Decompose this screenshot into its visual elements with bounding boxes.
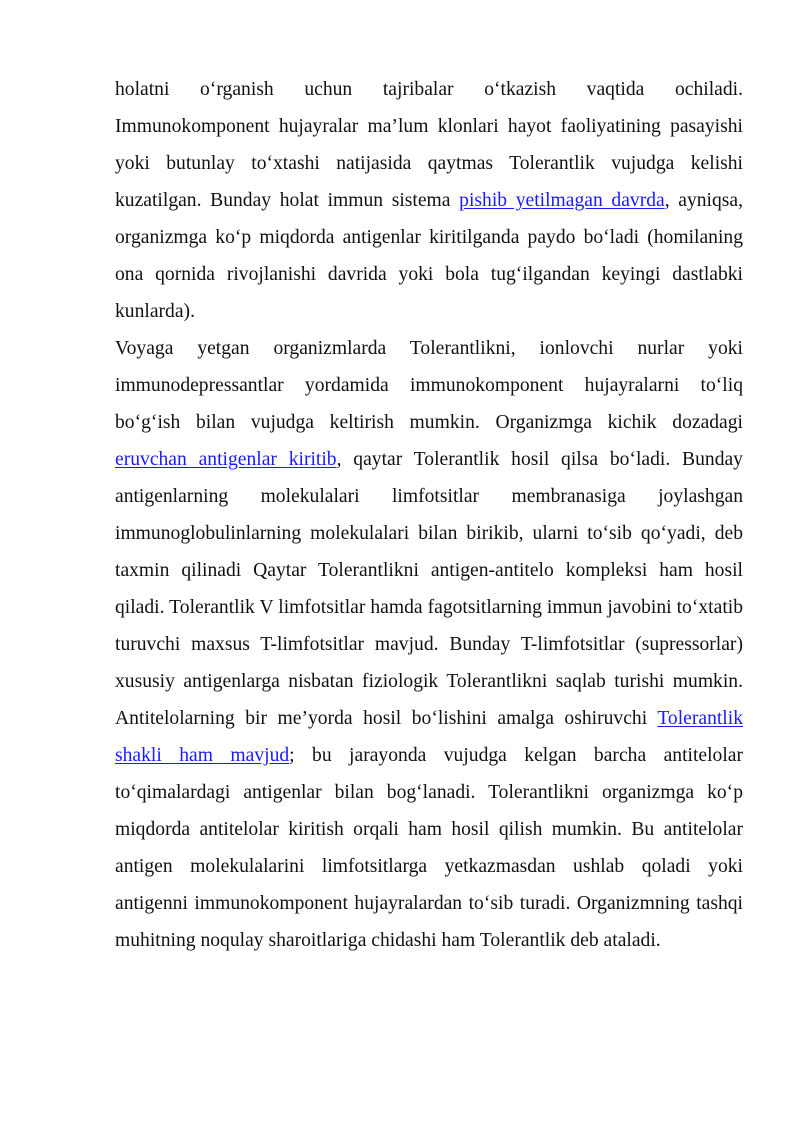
document-page [115,71,743,959]
paragraph-2 [115,330,743,959]
paragraph-2-text-1: Voyaga yetgan organizmlarda Tolerantlikni, ionlovchi nurlar yoki immunodepressantlar yordamida immunokomponent hujayralarni to‘liq bo‘g‘ish bilan vujudga keltirish mumkin. Organizmga kichik dozadagi [115,338,743,433]
link-eruvchan-antigenlar-kiritib[interactable]: eruvchan antigenlar kiritib [115,449,337,470]
link-tolerantlik-shakli-ham-mavjud[interactable]: Tolerantlik shakli ham mavjud [115,708,743,766]
paragraph-1 [115,71,743,330]
paragraph-2-text-2: , qaytar Tolerantlik hosil qilsa bo‘ladi. Bunday antigenlarning molekulalari limfotsitlar membranasiga joylashgan immunoglobulinlarning molekulalari bilan birikib, ularni to‘sib qo‘yadi, deb taxmin qilinadi Qaytar Tolerantlikni antigen-antitelo kompleksi ham hosil qiladi. Tolerantlik V limfotsitlar hamda fagotsitlarning immun javobini to‘xtatib turuvchi maxsus T-limfotsitlar mavjud. Bunday T-limfotsitlar (supressorlar) xususiy antigenlarga nisbatan fiziologik Tolerantlikni saqlab turishi mumkin. Antitelolarning bir me’yorda hosil bo‘lishini amalga oshiruvchi [115,449,743,729]
paragraph-1-text-1: holatni o‘rganish uchun tajribalar o‘tkazish vaqtida ochiladi. Immunokomponent hujayralar ma’lum klonlari hayot faoliyatining pasayishi yoki butunlay to‘xtashi natijasida qaytmas Tolerantlik vujudga kelishi kuzatilgan. Bunday holat immun sistema [115,79,743,211]
paragraph-1-text-2: , ayniqsa, organizmga ko‘p miqdorda antigenlar kiritilganda paydo bo‘ladi (homilaning ona qornida rivojlanishi davrida yoki bola tug‘ilgandan keyingi dastlabki kunlarda). [115,190,744,322]
link-pishib-yetilmagan-davrda[interactable]: pishib yetilmagan davrda [459,190,665,211]
paragraph-2-text-3: ; bu jarayonda vujudga kelgan barcha antitelolar to‘qimalardagi antigenlar bilan bog‘lanadi. Tolerantlikni organizmga ko‘p miqdorda antitelolar kiritish orqali ham hosil qilish mumkin. Bu antitelolar antigen molekulalarini limfotsitlarga yetkazmasdan ushlab qoladi yoki antigenni immunokomponent hujayralardan to‘sib turadi. Organizmning tashqi muhitning noqulay sharoitlariga chidashi ham Tolerantlik deb ataladi. [115,745,743,951]
